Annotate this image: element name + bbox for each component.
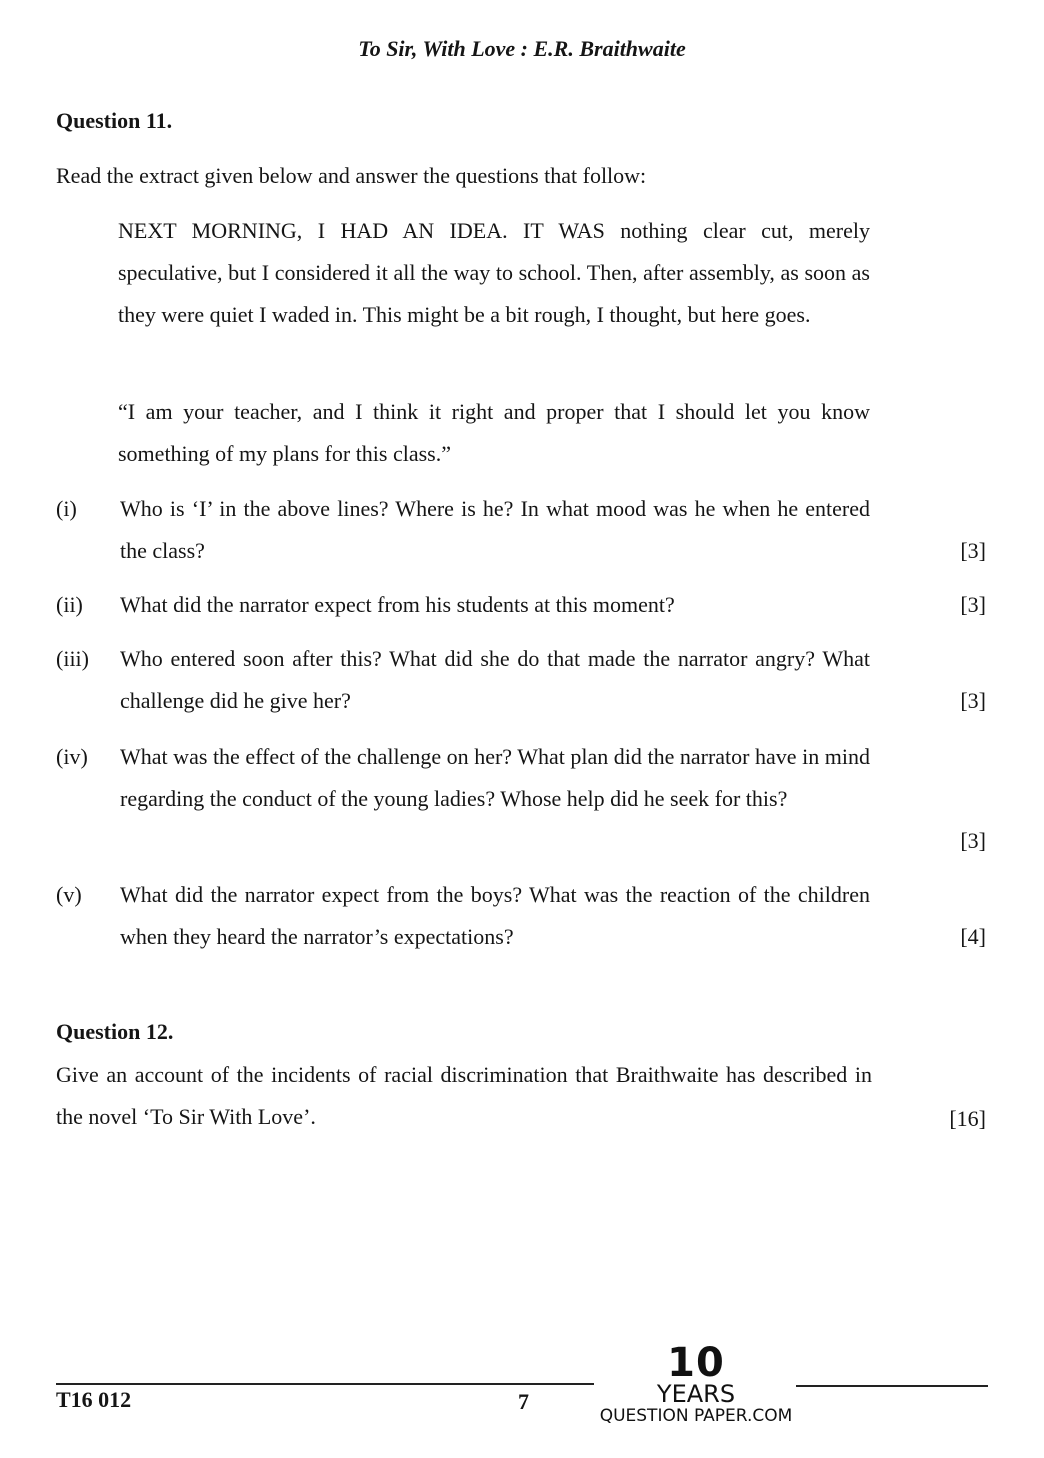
site-logo	[596, 1340, 796, 1426]
sub-question-v	[56, 874, 986, 958]
sub-question-marks: [3]	[960, 828, 986, 853]
footer-rule-right	[796, 1385, 988, 1387]
sub-question-text: What was the effect of the challenge on her? What plan did the narrator have in mind regarding the conduct of the young ladies? Whose help did he seek for this?	[120, 744, 870, 811]
sub-question-marks: [4]	[960, 924, 986, 949]
logo-years: YEARS	[656, 1380, 736, 1408]
extract-paragraph-1: NEXT MORNING, I HAD AN IDEA. IT WAS nothing clear cut, merely speculative, but I considered it all the way to school. Then, after assembly, as soon as they were quiet I waded in. This might be a bit rough, I thought, but here goes.	[118, 218, 870, 327]
sub-question-number: (i)	[56, 496, 77, 521]
question-11-heading: Question 11.	[56, 108, 173, 133]
sub-question-number: (ii)	[56, 592, 83, 617]
question-12-text: Give an account of the incidents of racial discrimination that Braithwaite has described in the novel ‘To Sir With Love’.	[56, 1062, 872, 1129]
question-12-heading: Question 12.	[56, 1019, 174, 1044]
footer-rule-left	[56, 1383, 594, 1385]
logo-site-name: QUESTION PAPER.COM	[599, 1406, 793, 1426]
question-12-marks: [16]	[949, 1106, 986, 1131]
paper-code: T16 012	[56, 1387, 132, 1412]
sub-question-marks: [3]	[960, 688, 986, 713]
sub-question-iii	[56, 638, 986, 722]
sub-question-number: (iv)	[56, 744, 88, 769]
sub-question-ii	[56, 584, 986, 626]
sub-question-i	[56, 488, 986, 572]
extract-paragraph-2: “I am your teacher, and I think it right and proper that I should let you know something of my plans for this class.”	[118, 399, 870, 466]
page-number: 7	[518, 1389, 529, 1414]
sub-question-number: (iii)	[56, 646, 89, 671]
sub-question-text: Who is ‘I’ in the above lines? Where is he? In what mood was he when he entered the class?	[120, 496, 870, 563]
question-11-instruction: Read the extract given below and answer the questions that follow:	[56, 163, 647, 188]
sub-question-number: (v)	[56, 882, 82, 907]
sub-question-text: What did the narrator expect from the boys? What was the reaction of the children when they heard the narrator’s expectations?	[120, 882, 870, 949]
sub-question-marks: [3]	[960, 538, 986, 563]
logo-number: 10	[667, 1340, 725, 1386]
page-header-title: To Sir, With Love : E.R. Braithwaite	[358, 36, 686, 61]
sub-question-marks: [3]	[960, 592, 986, 617]
sub-question-iv	[56, 736, 986, 862]
sub-question-text: Who entered soon after this? What did she do that made the narrator angry? What challenge did he give her?	[120, 646, 870, 713]
sub-question-text: What did the narrator expect from his students at this moment?	[120, 592, 675, 617]
